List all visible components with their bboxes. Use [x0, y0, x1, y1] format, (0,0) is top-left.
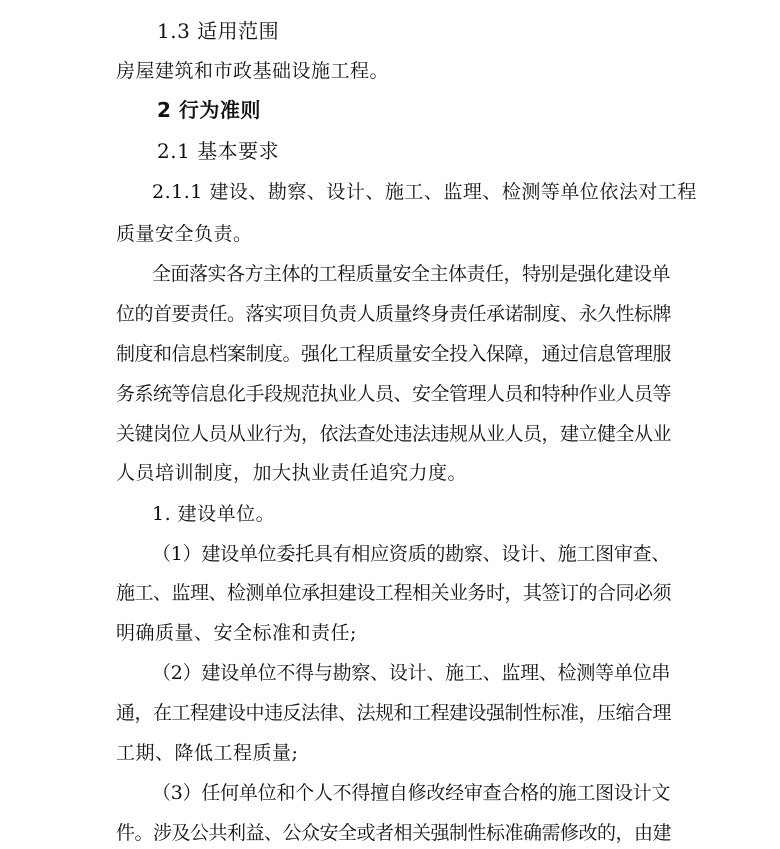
- item-1-1-line-1: （1）建设单位委托具有相应资质的勘察、设计、施工图审查、: [152, 543, 671, 565]
- para-full-line-2: 位的首要责任。落实项目负责人质量终身责任承诺制度、永久性标牌: [116, 303, 672, 325]
- para-full-line-4: 务系统等信息化手段规范执业人员、安全管理人员和特种作业人员等: [116, 383, 672, 405]
- item-1-1-line-3: 明确质量、安全标准和责任;: [116, 622, 357, 644]
- para-full-line-5: 关键岗位人员从业行为，依法查处违法违规从业人员，建立健全从业: [116, 423, 672, 445]
- para-2-1-1-line-2: 质量安全负责。: [116, 223, 253, 245]
- section-2-heading: 2 行为准则: [157, 98, 261, 122]
- item-1-1-line-2: 施工、监理、检测单位承担建设工程相关业务时，其签订的合同必须: [116, 582, 672, 604]
- item-1-2-line-3: 工期、降低工程质量;: [116, 742, 299, 764]
- section-2-1-heading: 2.1 基本要求: [157, 139, 280, 163]
- scope-text: 房屋建筑和市政基础设施工程。: [116, 60, 390, 82]
- section-1-3-heading: 1.3 适用范围: [157, 19, 280, 43]
- para-full-line-3: 制度和信息档案制度。强化工程质量安全投入保障，通过信息管理服: [116, 343, 672, 365]
- item-1-3-line-1: （3）任何单位和个人不得擅自修改经审查合格的施工图设计文: [152, 782, 671, 804]
- para-full-line-1: 全面落实各方主体的工程质量安全主体责任，特别是强化建设单: [152, 263, 671, 285]
- item-1-heading: 1. 建设单位。: [152, 503, 276, 525]
- para-full-line-6: 人员培训制度，加大执业责任追究力度。: [116, 462, 468, 484]
- item-1-3-line-2: 件。涉及公共利益、公众安全或者相关强制性标准确需修改的，由建: [116, 822, 672, 844]
- para-2-1-1-line-1: 2.1.1 建设、勘察、设计、施工、监理、检测等单位依法对工程: [152, 181, 697, 203]
- item-1-2-line-2: 通，在工程建设中违反法律、法规和工程建设强制性标准，压缩合理: [116, 702, 672, 724]
- item-1-2-line-1: （2）建设单位不得与勘察、设计、施工、监理、检测等单位串: [152, 662, 671, 684]
